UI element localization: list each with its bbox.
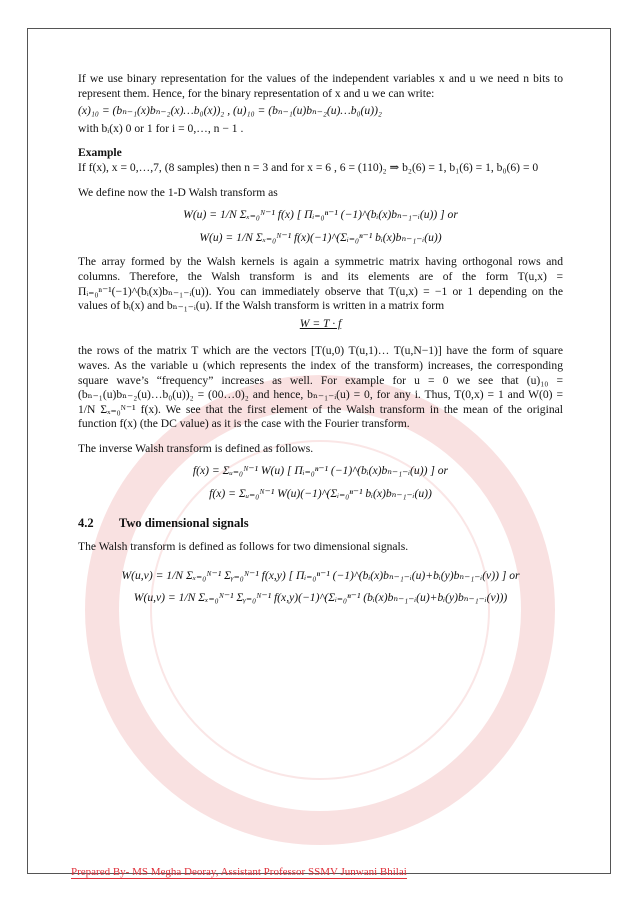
equation-inverse-product: f(x) = Σᵤ₌₀ᴺ⁻¹ W(u) [ Πᵢ₌₀ⁿ⁻¹ (−1)^(bᵢ(x)bₙ₋₁₋ᵢ(u)) ] or: [192, 464, 449, 478]
paragraph-square-waves: the rows of the matrix T which are the vectors [T(u,0) T(u,1)… T(u,N−1)] have the form of square waves. As the variable u (which represents the index of the transform) increases, the corresponding square wave’s “frequency” increases as well. For example for u = 0 we see that (u)₁₀ = (bₙ₋₁(u)bₙ₋₂(u)…b₀(u))₂ = (00…0)₂ and hence, bₙ₋₁₋ᵢ(u) = 0, for any i. Thus, T(0,x) = 1 and W(0) = 1/N Σₓ₌₀ᴺ⁻¹ f(x). We see that the first element of the Walsh transform in the mean of the original function f(x) (the DC value) as it is the case with the Fourier transform.: [78, 344, 563, 431]
equation-walsh-2d-product: W(u,v) = 1/N Σₓ₌₀ᴺ⁻¹ Σᵧ₌₀ᴺ⁻¹ f(x,y) [ Πᵢ₌₀ⁿ⁻¹ (−1)^(bᵢ(x)bₙ₋₁₋ᵢ(u)+bᵢ(y)bₙ₋₁₋ᵢ(v)) ] or: [121, 568, 520, 582]
paragraph-binary-representation: If we use binary representation for the values of the independent variables x and u we need n bits to represent them. Hence, for the binary representation of x and u we can write:: [78, 72, 563, 100]
paragraph-2d-walsh: The Walsh transform is defined as follows for two dimensional signals.: [78, 540, 409, 554]
equation-walsh-2d-sum: W(u,v) = 1/N Σₓ₌₀ᴺ⁻¹ Σᵧ₌₀ᴺ⁻¹ f(x,y)(−1)^(Σᵢ₌₀ⁿ⁻¹ (bᵢ(x)bₙ₋₁₋ᵢ(u)+bᵢ(y)bₙ₋₁₋ᵢ(v))): [133, 591, 508, 605]
footer-credit-text: Prepared By- MS Megha Deoray, Assistant Professor SSMV Junwani Bhilai: [71, 866, 407, 878]
equation-walsh-1d-sum: W(u) = 1/N Σₓ₌₀ᴺ⁻¹ f(x)(−1)^(Σᵢ₌₀ⁿ⁻¹ bᵢ(x)bₙ₋₁₋ᵢ(u)): [199, 230, 442, 244]
equation-inverse-sum: f(x) = Σᵤ₌₀ᴺ⁻¹ W(u)(−1)^(Σᵢ₌₀ⁿ⁻¹ bᵢ(x)bₙ₋₁₋ᵢ(u)): [209, 487, 432, 501]
equation-walsh-1d-product: W(u) = 1/N Σₓ₌₀ᴺ⁻¹ f(x) [ Πᵢ₌₀ⁿ⁻¹ (−1)^(bᵢ(x)bₙ₋₁₋ᵢ(u)) ] or: [183, 208, 458, 222]
paragraph-walsh-kernel: The array formed by the Walsh kernels is again a symmetric matrix having orthogonal rows and columns. Therefore, the Walsh transform is and its elements are of the form T(u,x) = Πᵢ₌₀ⁿ⁻¹(−1)^(bᵢ(x)bₙ₋₁₋ᵢ(u)). You can immediately observe that T(u,x) = −1 or 1 depending on the values of bᵢ(x) and bₙ₋₁₋ᵢ(u). If the Walsh transform is written in a matrix form: [78, 255, 563, 313]
example-text: If f(x), x = 0,…,7, (8 samples) then n = 3 and for x = 6 , 6 = (110)₂ ⇒ b₂(6) = 1, b₁(6) = 1, b₀(6) = 0: [78, 160, 539, 174]
section-title: Two dimensional signals: [118, 515, 249, 530]
equation-binary: (x)₁₀ = (bₙ₋₁(x)bₙ₋₂(x)…b₀(x))₂ , (u)₁₀ = (bₙ₋₁(u)bₙ₋₂(u)…b₀(u))₂: [78, 104, 382, 118]
example-heading: Example: [78, 146, 122, 160]
paragraph-define-walsh: We define now the 1-D Walsh transform as: [78, 185, 278, 199]
document-body: [78, 72, 563, 614]
section-number: 4.2: [78, 515, 94, 530]
equation-matrix-form: W = T · f: [299, 316, 342, 330]
paragraph-inverse-walsh: The inverse Walsh transform is defined as follows.: [78, 441, 314, 455]
paragraph-bit-values: with bᵢ(x) 0 or 1 for i = 0,…, n − 1 .: [78, 121, 244, 135]
section-heading: [78, 516, 563, 531]
footer-credit: [71, 866, 407, 878]
